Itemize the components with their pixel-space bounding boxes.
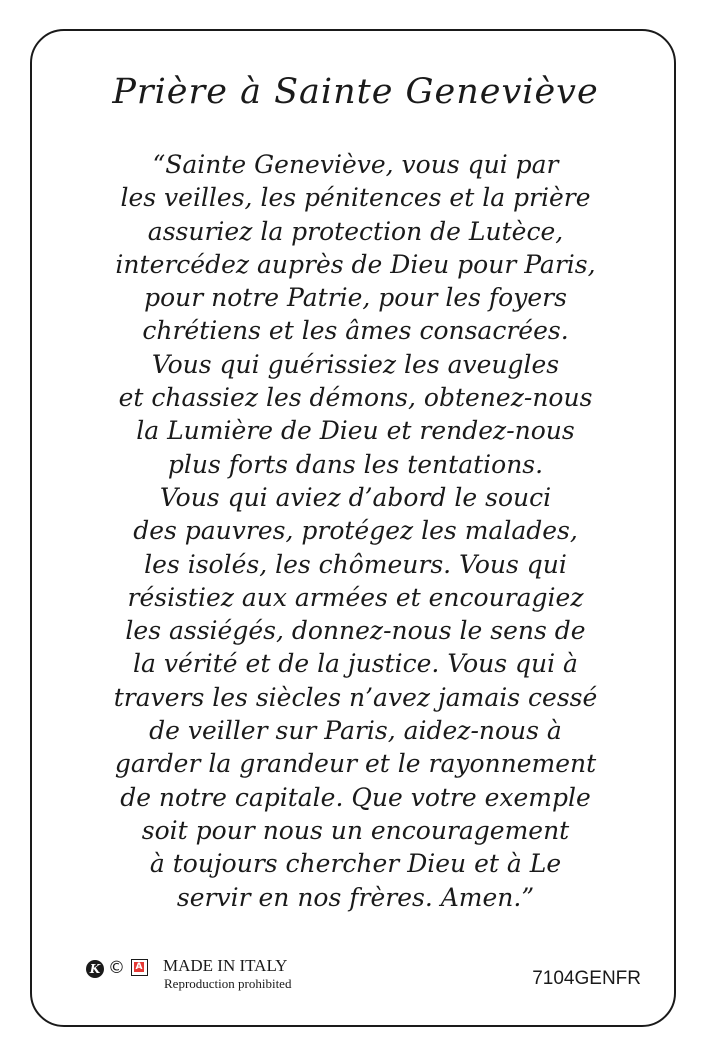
prayer-line: les veilles, les pénitences et la prière <box>120 183 591 213</box>
prayer-title: Prière à Sainte Geneviève <box>112 72 599 112</box>
prayer-line: à toujours chercher Dieu et à Le <box>149 849 562 879</box>
prayer-line: chrétiens et les âmes consacrées. <box>142 316 569 346</box>
brand-logo-icon <box>131 959 148 976</box>
prayer-line: servir en nos frères. Amen.” <box>176 882 535 912</box>
copyright-icon: © <box>108 958 125 978</box>
reproduction-notice: Reproduction prohibited <box>164 976 292 991</box>
prayer-line: intercédez auprès de Dieu pour Paris, <box>115 249 596 279</box>
prayer-line: de notre capitale. Que votre exemple <box>120 782 591 812</box>
product-code: 7104GENFR <box>532 968 641 989</box>
prayer-line: travers les siècles n’avez jamais cessé <box>113 682 598 712</box>
publisher-logo-icon: K <box>86 960 104 978</box>
prayer-line: plus forts dans les tentations. <box>167 449 544 479</box>
prayer-line: garder la grandeur et le rayonnement <box>114 749 597 779</box>
prayer-line: et chassiez les démons, obtenez-nous <box>118 383 593 413</box>
prayer-line: Vous qui guérissiez les aveugles <box>151 349 560 379</box>
prayer-text <box>40 148 671 914</box>
prayer-line: pour notre Patrie, pour les foyers <box>144 283 567 313</box>
prayer-line: assuriez la protection de Lutèce, <box>147 216 564 246</box>
prayer-line: les isolés, les chômeurs. Vous qui <box>144 549 567 579</box>
prayer-line: la Lumière de Dieu et rendez-nous <box>136 416 575 446</box>
brand-logo-letter: A <box>135 962 143 972</box>
made-in-label: MADE IN ITALY <box>163 956 288 975</box>
prayer-line: soit pour nous un encouragement <box>141 815 570 845</box>
prayer-line: résistiez aux armées et encouragiez <box>127 582 584 612</box>
prayer-line: la vérité et de la justice. Vous qui à <box>133 649 578 679</box>
prayer-line: “Sainte Geneviève, vous qui par <box>152 150 559 179</box>
prayer-line: de veiller sur Paris, aidez-nous à <box>149 716 562 746</box>
prayer-line: des pauvres, protégez les malades, <box>133 516 578 546</box>
prayer-line: les assiégés, donnez-nous le sens de <box>125 616 586 646</box>
prayer-line: Vous qui aviez d’abord le souci <box>159 482 552 512</box>
